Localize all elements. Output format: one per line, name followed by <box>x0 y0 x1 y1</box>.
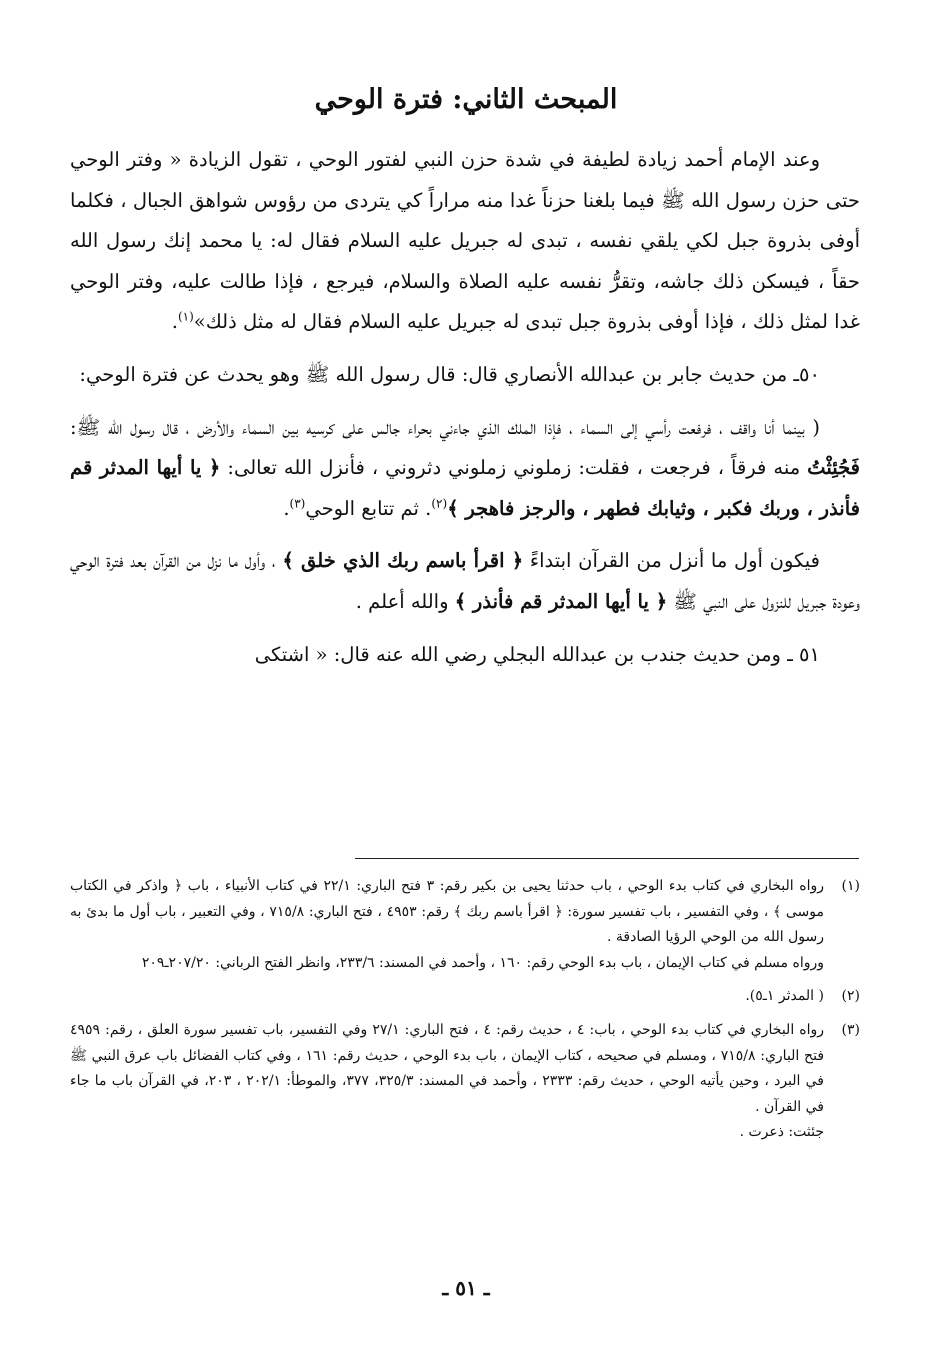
paragraph-end: . <box>171 310 178 334</box>
paragraph-text: ٥١ ـ ومن حديث جندب بن عبدالله البجلي رضي الله عنه قال: « اشتكى <box>254 642 820 666</box>
footnote-number: (١) <box>841 878 860 894</box>
paragraph-hadith-50 <box>70 355 860 396</box>
quran-verse: ﴿ اقرأ باسم ربك الذي خلق ﴾ <box>282 549 524 573</box>
paragraph-text: فيكون أول ما أنزل من القرآن ابتداءً <box>523 549 820 573</box>
section-title: المبحث الثاني: فترة الوحي <box>314 84 618 115</box>
main-text <box>70 140 860 687</box>
quran-verse: ﴿ يا أيها المدثر قم فأنذر ، وربك فكبر ، وثيابك فطهر ، والرجز فاهجر ﴾ <box>70 456 860 520</box>
footnote-line: رواه البخاري في كتاب بدء الوحي ، باب: ٤ ، حديث رقم: ٤ ، فتح الباري: ٢٧/١ وفي التفسير، باب تفسير سورة العلق ، رقم: ٤٩٥٩ فتح الباري: ٧١٥/٨ ، ومسلم في صحيحه ، كتاب الإيمان ، باب بدء الوحي ، حديث رقم: ١٦١ ، وفي كتاب الفضائل باب عرق النبي ﷺ في البرد ، وحين يأتيه الوحي ، حديث رقم: ٢٣٣٣ ، وأحمد في المسند: ٣٢٥/٣، ٣٧٧، والموطأ: ٢٠٢/١ ، ٢٠٣، في القرآن باب ما جاء في القرآن . <box>70 1021 825 1115</box>
footnote-number: (٢) <box>841 988 860 1005</box>
paragraph-text: منه فرقاً ، فرجعت ، فقلت: زملوني زملوني دثروني ، فأنزل الله تعالى: <box>220 456 808 480</box>
footnote-body <box>70 984 824 1010</box>
footnote-number: (٣) <box>841 1021 860 1038</box>
paragraph-text: والله أعلم . <box>355 589 455 613</box>
footnote-divider <box>355 858 859 859</box>
paragraph-text: ( بينما أنا واقف ، فرفعت رأسي إلى السماء ، فإذا الملك الذي جاءني بحراء جالس على كرسيه بين السماء والأرض ، قال رسول الله ﷺ: <box>70 415 820 439</box>
footnote-line: ( المدثر ١ـ٥). <box>745 988 824 1005</box>
footnote-body <box>70 874 824 976</box>
quran-verse: ﴿ يا أيها المدثر قم فأنذر ﴾ <box>454 589 668 613</box>
paragraph-hadith-50-text <box>70 408 860 530</box>
paragraph-text: ، وأول ما نزل من القرآن بعد فترة الوحي وعودة جبريل للنزول على النبي ﷺ <box>70 549 860 613</box>
footnote-line: رواه البخاري في كتاب بدء الوحي ، باب حدثنا يحيى بن بكير رقم: ٣ فتح الباري: ٢٢/١ في كتاب الأنبياء ، باب ﴿ واذكر في الكتاب موسى ﴾ ، وفي التفسير ، باب تفسير سورة: ﴿ اقرأ باسم ربك ﴾ رقم: ٤٩٥٣ ، فتح الباري: ٧١٥/٨ ، وفي التعبير ، باب أول ما بدئ به رسول الله من الوحي الرؤيا الصادقة . <box>70 878 825 946</box>
footnote-line: جئثت: ذعرت . <box>739 1124 824 1141</box>
paragraph-hadith-51 <box>70 635 860 676</box>
paragraph-ahmad-addition <box>70 140 860 343</box>
footnotes <box>70 874 860 1154</box>
paragraph-conclusion <box>70 541 860 622</box>
footnote-2 <box>70 984 860 1010</box>
paragraph-text: ٥٠ـ من حديث جابر بن عبدالله الأنصاري قال: قال رسول الله ﷺ وهو يحدث عن فترة الوحي: <box>79 362 820 386</box>
footnote-1 <box>70 874 860 976</box>
paragraph-end: . <box>283 496 290 520</box>
footnote-ref-3[interactable]: (٣) <box>289 496 306 511</box>
bold-word: فَجُئِثْتُ <box>807 456 860 480</box>
paragraph-text: وعند الإمام أحمد زيادة لطيفة في شدة حزن النبي لفتور الوحي ، تقول الزيادة « وفتر الوحي حتى حزن رسول الله ﷺ فيما بلغنا حزناً غدا منه مراراً كي يتردى من رؤوس شواهق الجبال ، فكلما أوفى بذروة جبل لكي يلقي نفسه ، تبدى له جبريل عليه السلام فقال له: يا محمد إنك رسول الله حقاً ، فيسكن ذلك جاشه، وتقرُّ نفسه عليه الصلاة والسلام، فيرجع ، فإذا طالت عليه، وفتر الوحي غدا لمثل ذلك ، فإذا أوفى بذروة جبل تبدى له جبريل عليه السلام فقال له مثل ذلك» <box>70 148 860 334</box>
footnote-line: ورواه مسلم في كتاب الإيمان ، باب بدء الوحي رقم: ١٦٠ ، وأحمد في المسند: ٢٣٣/٦، وانظر الفتح الرباني: ٢٠٧/٢٠ـ٢٠٩ <box>141 954 824 971</box>
page-number: ـ ٥١ ـ <box>442 1276 490 1300</box>
footnote-body <box>70 1018 824 1146</box>
footnote-ref-2[interactable]: (٢) <box>431 496 448 511</box>
footnote-ref-1[interactable]: (١) <box>177 309 194 324</box>
paragraph-text: . ثم تتابع الوحي <box>305 496 432 520</box>
footnote-3 <box>70 1018 860 1146</box>
